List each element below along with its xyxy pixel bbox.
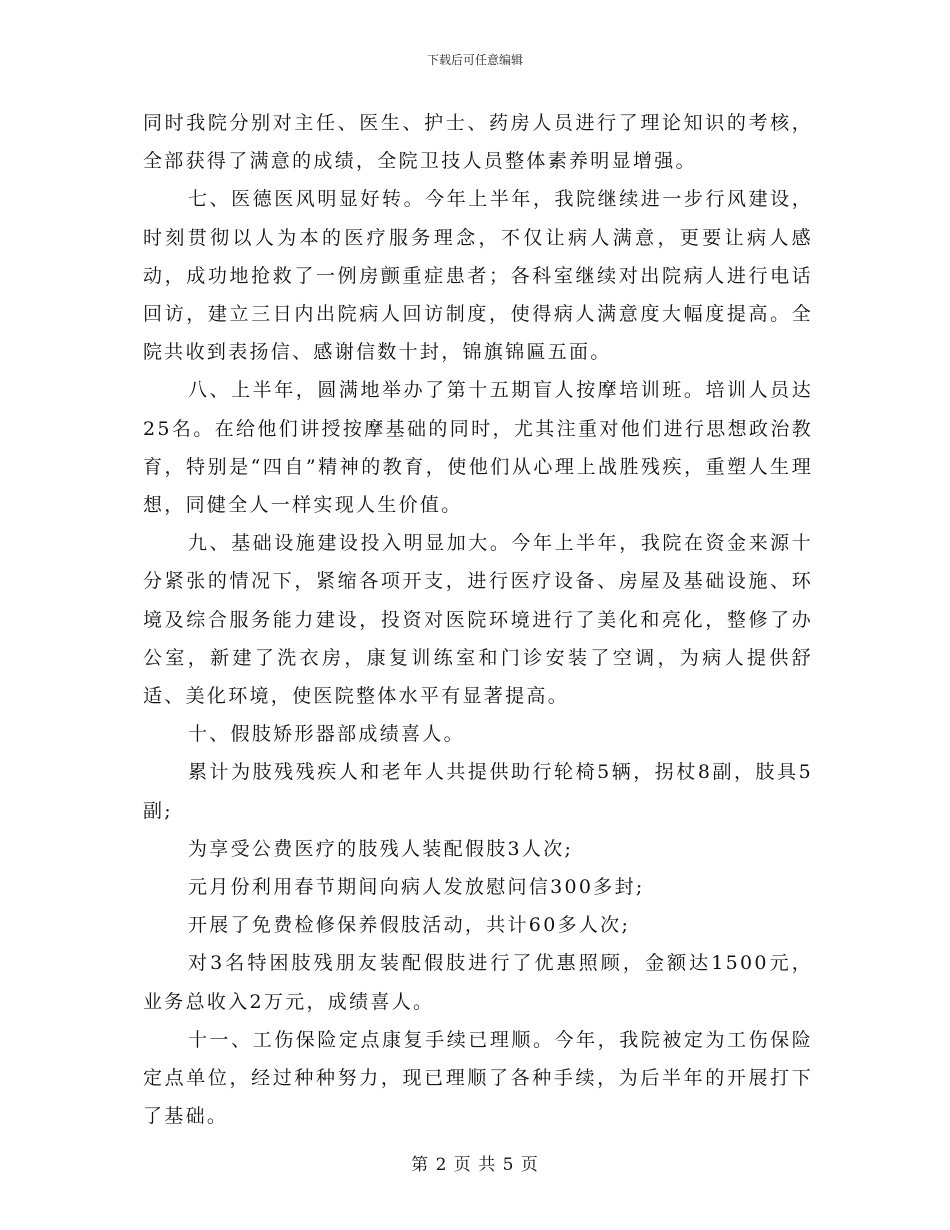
paragraph-9: 开展了免费检修保养假肢活动，共计60多人次;	[188, 914, 631, 937]
paragraph-5: 十、假肢矫形器部成绩喜人。	[188, 723, 465, 746]
paragraph-8: 元月份利用春节期间向病人发放慰问信300多封;	[188, 876, 645, 899]
paragraph-1: 同时我院分别对主任、医生、护士、药房人员进行了理论知识的考核，全部获得了满意的成绩，全院卫技人员整体素养明显增强。	[143, 112, 813, 173]
paragraph-7: 为享受公费医疗的肢残人装配假肢3人次;	[188, 837, 574, 860]
paragraph-3: 八、上半年，圆满地举办了第十五期盲人按摩培训班。培训人员达25名。在给他们讲授按摩基础的同时，尤其注重对他们进行思想政治教育，特别是“四自”精神的教育，使他们从心理上战胜残疾，重塑人生理想，同健全人一样实现人生价值。	[143, 379, 813, 517]
page-footer: 第 2 页 共 5 页	[411, 1155, 539, 1175]
paragraph-6: 累计为肢残残疾人和老年人共提供助行轮椅5辆，拐杖8副，肢具5副;	[143, 761, 813, 822]
document-body	[143, 104, 813, 1135]
paragraph-11: 十一、工伤保险定点康复手续已理顺。今年，我院被定为工伤保险定点单位，经过种种努力，现已理顺了各种手续，为后半年的开展打下了基础。	[143, 1028, 813, 1128]
paragraph-2: 七、医德医风明显好转。今年上半年，我院继续进一步行风建设，时刻贯彻以人为本的医疗服务理念，不仅让病人满意，更要让病人感动，成功地抢救了一例房颤重症患者；各科室继续对出院病人进行电话回访，建立三日内出院病人回访制度，使得病人满意度大幅度提高。全院共收到表扬信、感谢信数十封，锦旗锦匾五面。	[143, 188, 813, 364]
paragraph-10: 对3名特困肢残朋友装配假肢进行了优惠照顾，金额达1500元，业务总收入2万元，成绩喜人。	[143, 952, 813, 1013]
paragraph-4: 九、基础设施建设投入明显加大。今年上半年，我院在资金来源十分紧张的情况下，紧缩各项开支，进行医疗设备、房屋及基础设施、环境及综合服务能力建设，投资对医院环境进行了美化和亮化，整修了办公室，新建了洗衣房，康复训练室和门诊安装了空调，为病人提供舒适、美化环境，使医院整体水平有显著提高。	[143, 532, 813, 708]
page-header: 下载后可任意编辑	[426, 53, 523, 67]
